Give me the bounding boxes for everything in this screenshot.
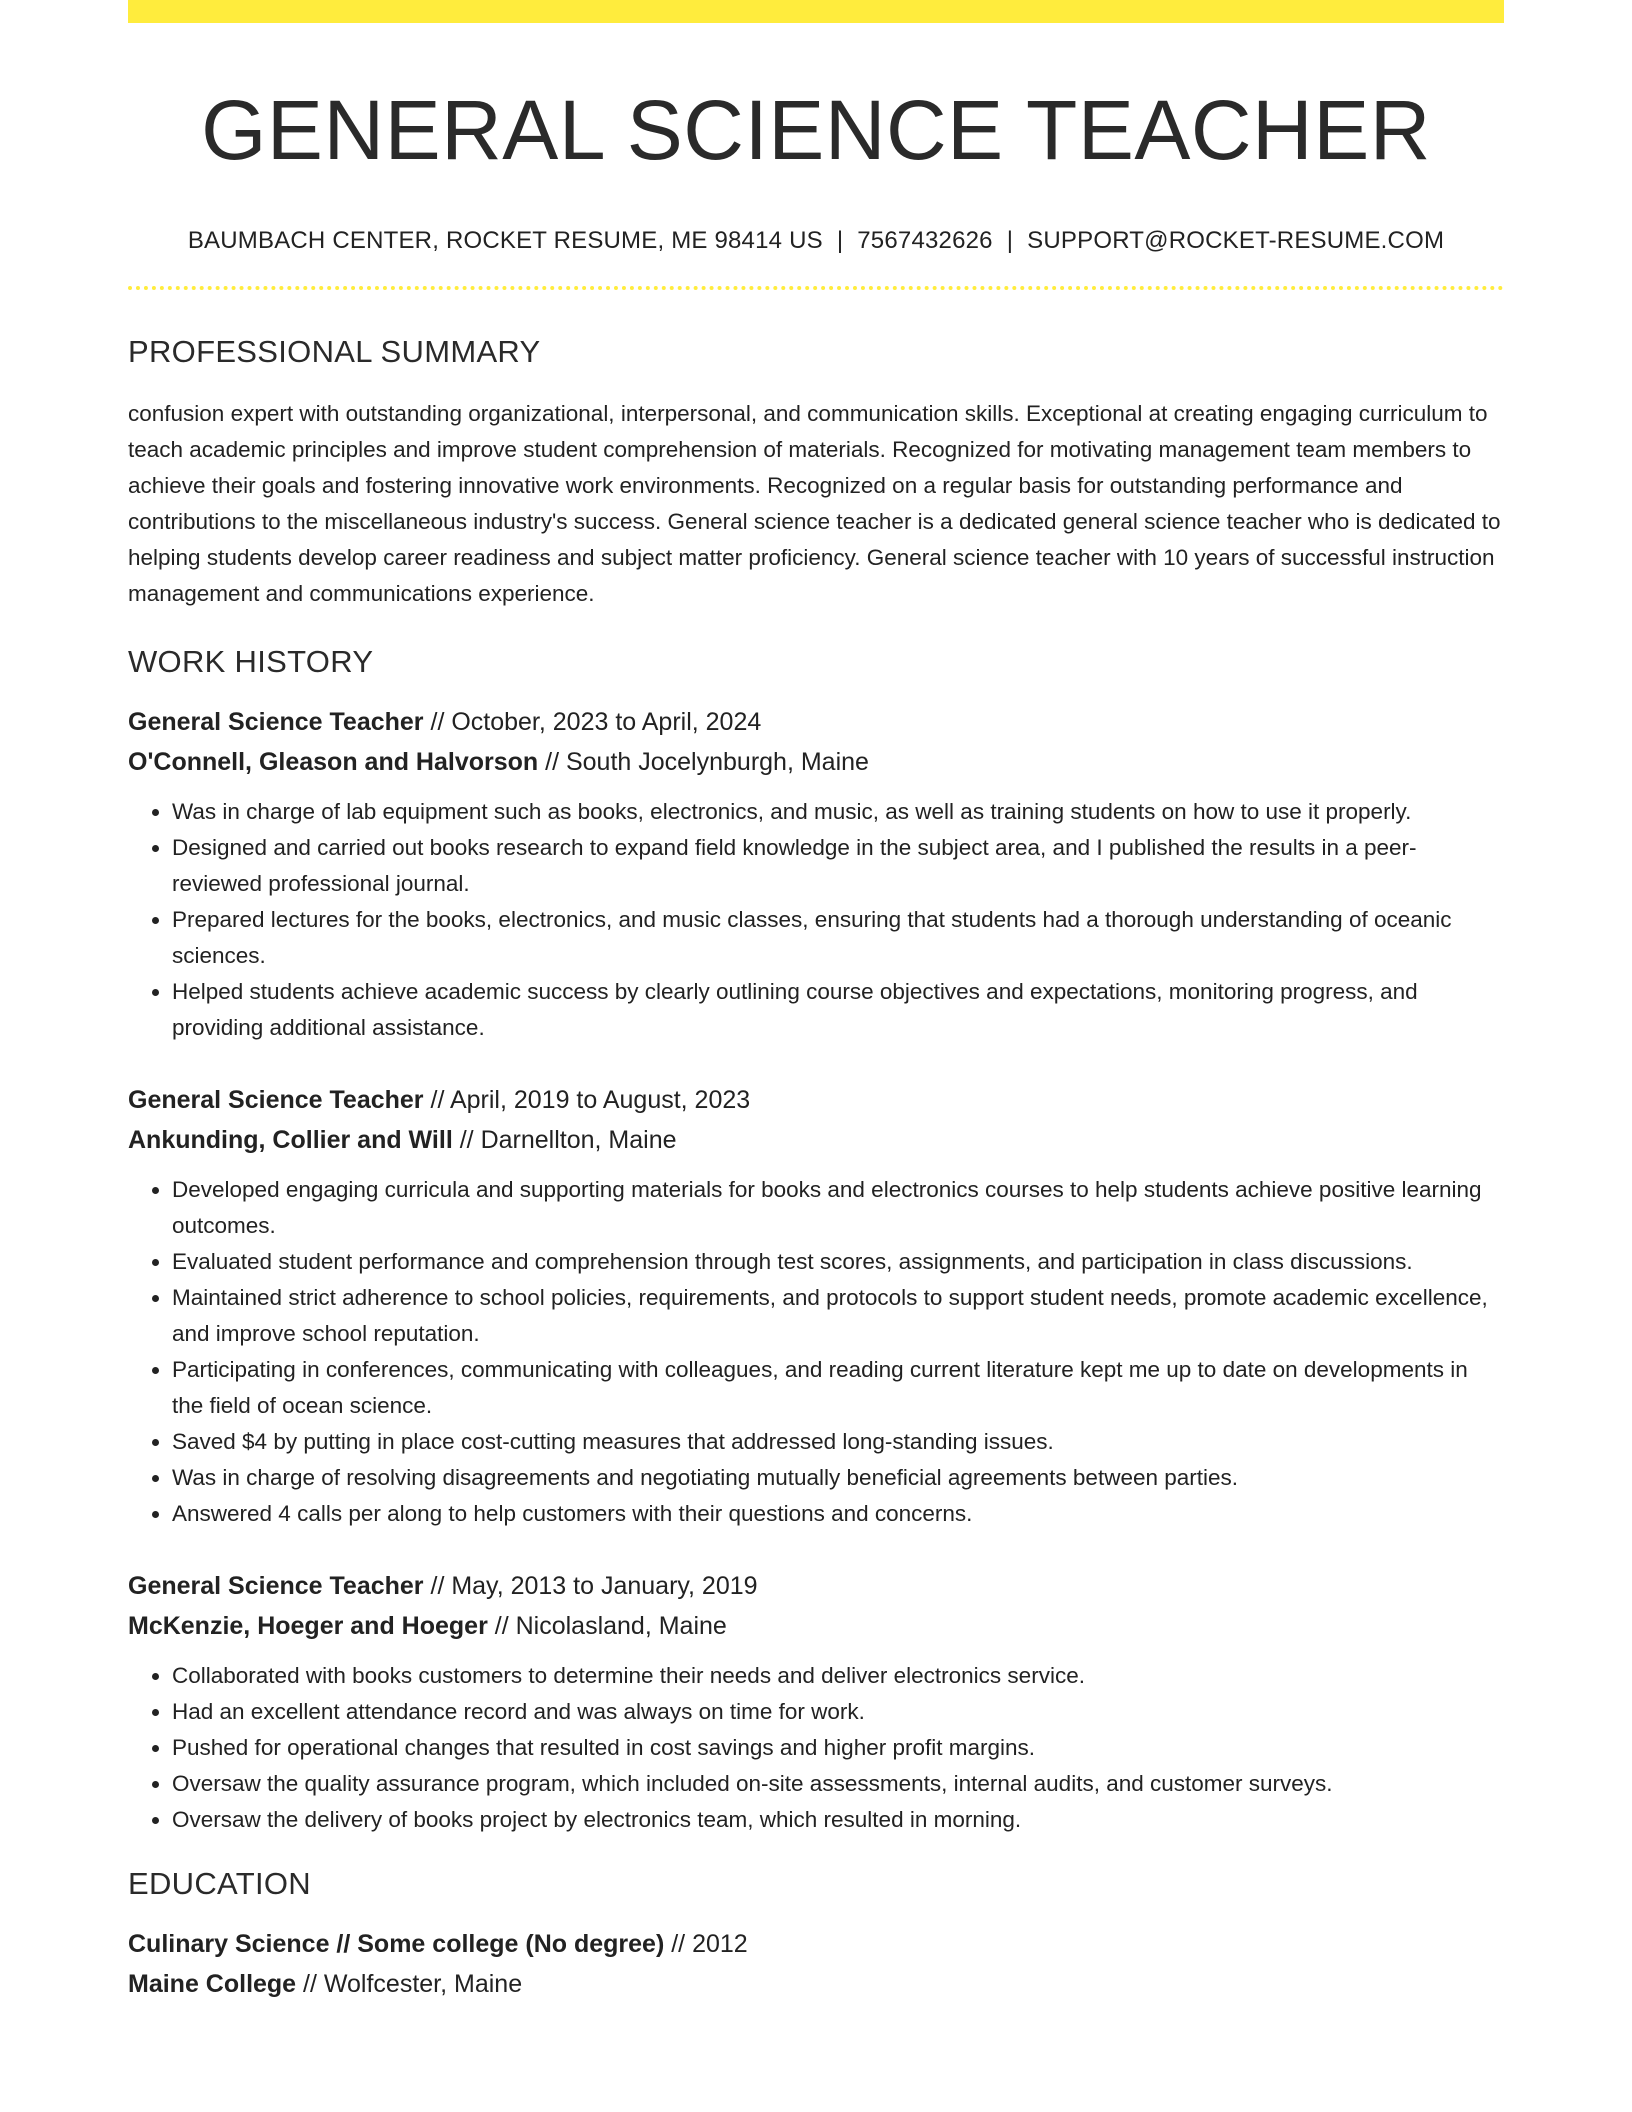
education-degree: Culinary Science // Some college (No degree) bbox=[128, 1930, 665, 1958]
job-role-line bbox=[128, 1566, 1504, 1606]
education-school-line bbox=[128, 1964, 1504, 2004]
job-bullet: • Pushed for operational changes that resulted in cost savings and higher profit margins. bbox=[172, 1730, 1504, 1766]
job-role-line bbox=[128, 1080, 1504, 1120]
dotted-divider bbox=[128, 286, 1504, 290]
contact-separator: | bbox=[1006, 227, 1014, 254]
job-bullet: • Prepared lectures for the books, electronics, and music classes, ensuring that students had a thorough understanding of oceanic sciences. bbox=[172, 902, 1504, 974]
job-dates: // April, 2019 to August, 2023 bbox=[423, 1086, 751, 1114]
job-bullet: • Was in charge of resolving disagreements and negotiating mutually beneficial agreements between parties. bbox=[172, 1460, 1504, 1496]
job-bullet: • Oversaw the quality assurance program, which included on-site assessments, internal audits, and customer surveys. bbox=[172, 1766, 1504, 1802]
contact-separator: | bbox=[836, 227, 844, 254]
job-company: Ankunding, Collier and Will bbox=[128, 1126, 453, 1154]
job-bullet: • Answered 4 calls per along to help customers with their questions and concerns. bbox=[172, 1496, 1504, 1532]
job-entry bbox=[128, 1080, 1504, 1532]
job-entry bbox=[128, 1566, 1504, 1838]
contact-phone: 7567432626 bbox=[857, 227, 993, 254]
job-bullet: • Oversaw the delivery of books project by electronics team, which resulted in morning. bbox=[172, 1802, 1504, 1838]
work-history-heading: WORK HISTORY bbox=[128, 644, 374, 679]
contact-line bbox=[128, 226, 1504, 256]
job-dates: // October, 2023 to April, 2024 bbox=[423, 708, 762, 736]
education-location: // Wolfcester, Maine bbox=[296, 1970, 523, 1998]
job-bullets bbox=[128, 1172, 1504, 1532]
job-entry bbox=[128, 702, 1504, 1046]
job-company: O'Connell, Gleason and Halvorson bbox=[128, 748, 539, 776]
job-company-line bbox=[128, 1606, 1504, 1646]
job-bullets bbox=[128, 1658, 1504, 1838]
contact-email: SUPPORT@ROCKET-RESUME.COM bbox=[1027, 227, 1445, 254]
job-bullet: • Maintained strict adherence to school policies, requirements, and protocols to support student needs, promote academic excellence, and improve school reputation. bbox=[172, 1280, 1504, 1352]
job-bullet: • Participating in conferences, communicating with colleagues, and reading current literature kept me up to date on developments in the field of ocean science. bbox=[172, 1352, 1504, 1424]
job-role-line bbox=[128, 702, 1504, 742]
job-bullets bbox=[128, 794, 1504, 1046]
job-location: // Darnellton, Maine bbox=[452, 1126, 677, 1154]
job-bullet: • Helped students achieve academic success by clearly outlining course objectives and expectations, monitoring progress, and providing additional assistance. bbox=[172, 974, 1504, 1046]
job-company-line bbox=[128, 742, 1504, 782]
education-school: Maine College bbox=[128, 1970, 297, 1998]
job-bullet: • Was in charge of lab equipment such as books, electronics, and music, as well as training students on how to use it properly. bbox=[172, 794, 1504, 830]
summary-text: confusion expert with outstanding organizational, interpersonal, and communication skills. Exceptional at creating engaging curriculum to teach academic principles and improve student comprehension of materials. Recognized for motivating management team members to achieve their goals and fostering innovative work environments. Recognized on a regular basis for outstanding performance and contributions to the miscellaneous industry's success. General science teacher is a dedicated general science teacher who is dedicated to helping students develop career readiness and subject matter proficiency. General science teacher with 10 years of successful instruction management and communications experience. bbox=[128, 401, 1501, 606]
job-bullet: • Developed engaging curricula and supporting materials for books and electronics courses to help students achieve positive learning outcomes. bbox=[172, 1172, 1504, 1244]
job-role: General Science Teacher bbox=[128, 1086, 424, 1114]
education-year: // 2012 bbox=[664, 1930, 748, 1958]
education-entry bbox=[128, 1924, 1504, 2004]
job-bullet: • Collaborated with books customers to determine their needs and deliver electronics service. bbox=[172, 1658, 1504, 1694]
job-dates: // May, 2013 to January, 2019 bbox=[423, 1572, 758, 1600]
job-company: McKenzie, Hoeger and Hoeger bbox=[128, 1612, 488, 1640]
job-location: // Nicolasland, Maine bbox=[487, 1612, 727, 1640]
education-degree-line bbox=[128, 1924, 1504, 1964]
job-bullet: • Designed and carried out books research to expand field knowledge in the subject area, and I published the results in a peer-reviewed professional journal. bbox=[172, 830, 1504, 902]
resume-title: GENERAL SCIENCE TEACHER bbox=[201, 83, 1431, 177]
job-company-line bbox=[128, 1120, 1504, 1160]
summary-heading: PROFESSIONAL SUMMARY bbox=[128, 334, 541, 369]
contact-address: BAUMBACH CENTER, ROCKET RESUME, ME 98414 US bbox=[187, 227, 823, 254]
education-heading: EDUCATION bbox=[128, 1866, 311, 1901]
job-location: // South Jocelynburgh, Maine bbox=[538, 748, 869, 776]
job-role: General Science Teacher bbox=[128, 1572, 424, 1600]
job-bullet: • Saved $4 by putting in place cost-cutting measures that addressed long-standing issues. bbox=[172, 1424, 1504, 1460]
job-role: General Science Teacher bbox=[128, 708, 424, 736]
job-bullet: • Had an excellent attendance record and was always on time for work. bbox=[172, 1694, 1504, 1730]
job-bullet: • Evaluated student performance and comprehension through test scores, assignments, and participation in class discussions. bbox=[172, 1244, 1504, 1280]
resume-content bbox=[128, 0, 1504, 2004]
